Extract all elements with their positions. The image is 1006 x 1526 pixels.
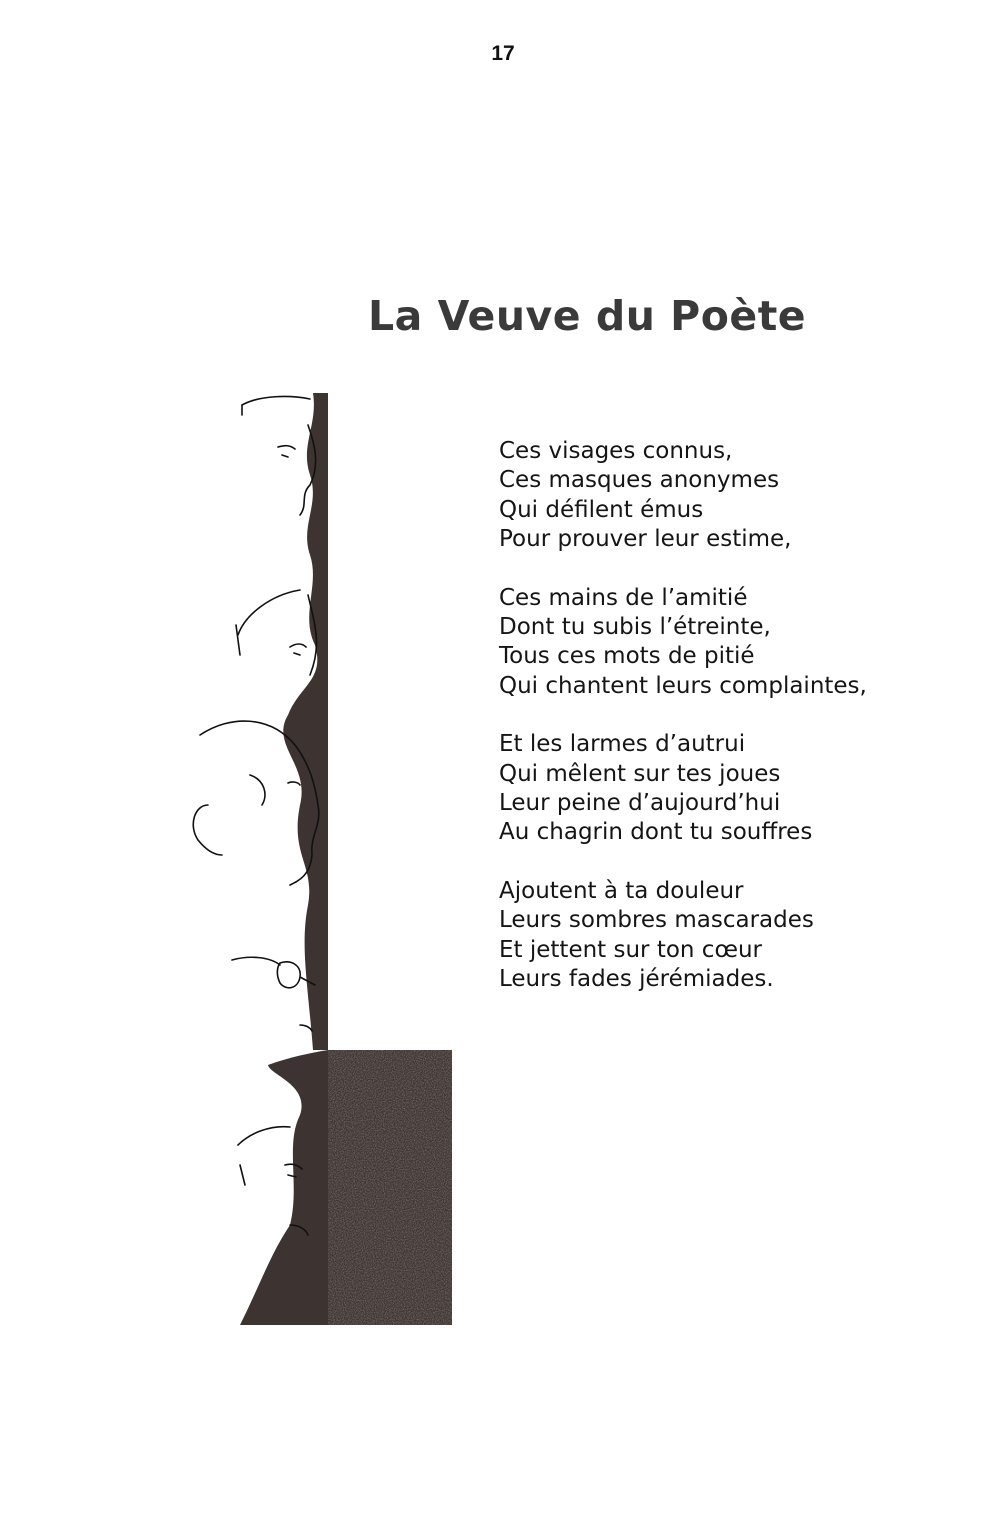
face-four [232, 957, 315, 1031]
verse-line: Qui défilent émus [499, 496, 704, 523]
verse-line: Leurs fades jérémiades. [499, 966, 774, 993]
stanza [499, 730, 867, 848]
verse-line: Dont tu subis l’étreinte, [499, 614, 771, 641]
page-number: 17 [491, 42, 515, 65]
poem-body [499, 437, 867, 1024]
faces-illustration [150, 385, 460, 1330]
verse-line: Ajoutent à ta douleur [499, 877, 744, 904]
face-one [242, 397, 316, 515]
verse-line: Leurs sombres mascarades [499, 907, 814, 934]
verse-line: Qui chantent leurs complaintes, [499, 672, 867, 699]
texture-overlay [328, 1050, 452, 1325]
verse-line: Ces visages connus, [499, 438, 733, 464]
poem-title: La Veuve du Poète [368, 292, 807, 340]
verse-line: Tous ces mots de pitié [499, 643, 755, 670]
stanza [499, 437, 867, 555]
verse-line: Qui mêlent sur tes joues [499, 760, 781, 787]
stanza [499, 584, 867, 702]
face-two [236, 590, 316, 675]
verse-line: Au chagrin dont tu souffres [499, 819, 813, 846]
verse-line: Et les larmes d’autrui [499, 731, 746, 758]
verse-line: Ces masques anonymes [499, 467, 780, 494]
verse-line: Pour prouver leur estime, [499, 526, 792, 553]
stanza [499, 877, 867, 995]
verse-line: Leur peine d’aujourd’hui [499, 790, 781, 817]
verse-line: Ces mains de l’amitié [499, 584, 748, 611]
verse-line: Et jettent sur ton cœur [499, 936, 763, 963]
